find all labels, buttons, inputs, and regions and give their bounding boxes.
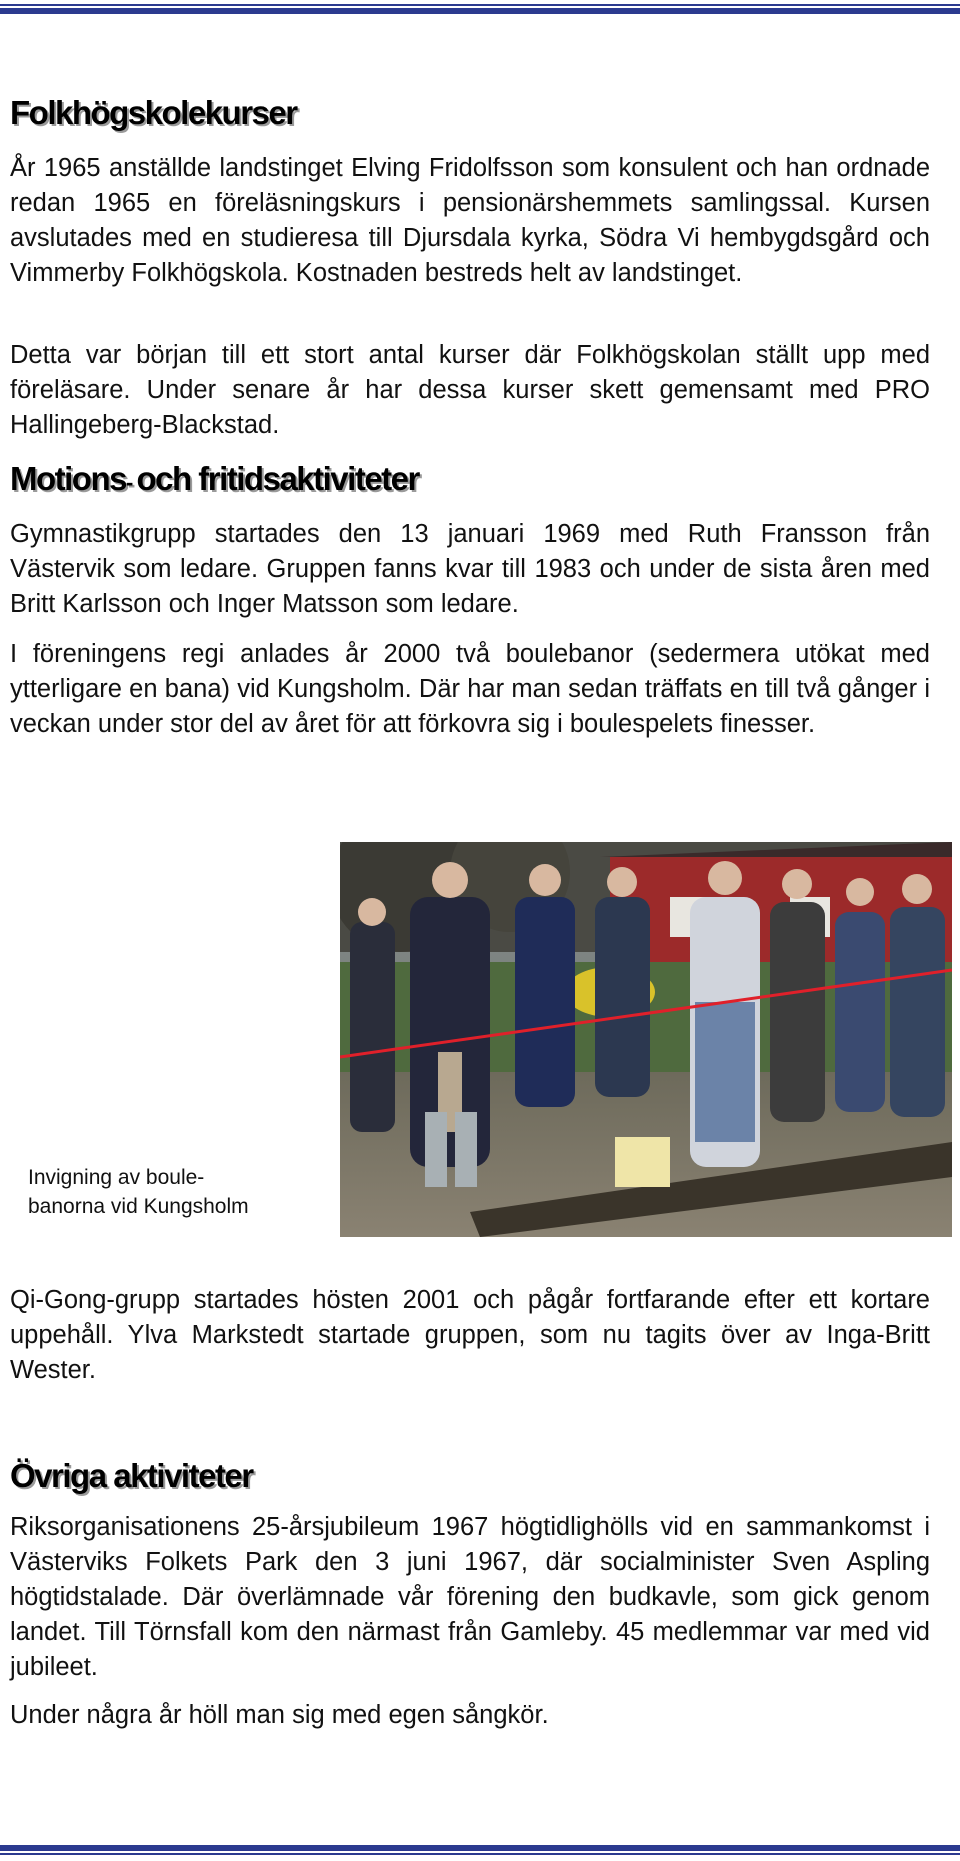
- heading-part: Motions: [10, 460, 126, 497]
- section-folkhogskolekurser: [10, 94, 930, 132]
- photo-caption: [28, 1163, 308, 1221]
- boule-inauguration-photo: [340, 842, 952, 1237]
- heading-ovriga-aktiviteter: Övriga aktiviteter: [10, 1457, 253, 1494]
- section-motions-body: [10, 517, 930, 622]
- section-ovriga-body-2: [10, 1698, 930, 1733]
- section-qi-gong: [10, 1283, 930, 1388]
- heading-folkhogskolekurser: Folkhögskolekurser: [10, 94, 297, 131]
- section-folkhogskolekurser-body: [10, 151, 930, 291]
- top-rule: [0, 4, 960, 14]
- section-ovriga: [10, 1457, 930, 1495]
- paragraph: Riksorganisationens 25-årsjubileum 1967 högtidlighölls vid en sammankomst i Västerviks Folkets Park den 3 juni 1967, där socialminister Sven Aspling högtidstalade. Där överlämnade vår förening den budkavle, som gick genom landet. Till Törnsfall kom den närmast från Gamleby. 45 medlemmar var med vid jubileet.: [10, 1513, 930, 1681]
- section-folkhogskolekurser-body-2: [10, 338, 930, 443]
- heading-motions-fritid: [10, 460, 930, 498]
- paragraph: Gymnastikgrupp startades den 13 januari 1969 med Ruth Fransson från Västervik som ledare. Gruppen fanns kvar till 1983 och under de sista åren med Britt Karlsson och Inger Matsson som ledare.: [10, 520, 930, 618]
- caption-line: banorna vid Kungsholm: [28, 1195, 249, 1218]
- paragraph: Detta var början till ett stort antal kurser där Folkhögskolan ställt upp med föreläsare. Under senare år har dessa kurser skett gemensamt med PRO Hallingeberg-Blackstad.: [10, 341, 930, 439]
- section-motions-body-2: [10, 637, 930, 742]
- paragraph: År 1965 anställde landstinget Elving Fridolfsson som konsulent och han ordnade redan 1965 en föreläsningskurs i pensionärshemmets samlingssal. Kursen avslutades med en studieresa till Djursdala kyrka, Södra Vi hembygdsgård och Vimmerby Folkhögskola. Kostnaden bestreds helt av landstinget.: [10, 154, 930, 287]
- paragraph: Under några år höll man sig med egen sångkör.: [10, 1701, 549, 1729]
- caption-line: Invigning av boule-: [28, 1166, 205, 1189]
- section-motions: [10, 460, 930, 498]
- heading-dash: -: [125, 470, 137, 495]
- paragraph: I föreningens regi anlades år 2000 två boulebanor (sedermera utökat med ytterligare en bana) vid Kungsholm. Där har man sedan träffats en till två gånger i veckan under stor del av året för att förkovra sig i boulespelets finesser.: [10, 640, 930, 738]
- paragraph: Qi-Gong-grupp startades hösten 2001 och pågår fortfarande efter ett kortare uppehåll. Ylva Markstedt startade gruppen, som nu tagits över av Inga-Britt Wester.: [10, 1286, 930, 1384]
- bottom-rule: [0, 1845, 960, 1855]
- heading-part: och fritidsaktiviteter: [136, 460, 419, 497]
- section-ovriga-body: [10, 1510, 930, 1685]
